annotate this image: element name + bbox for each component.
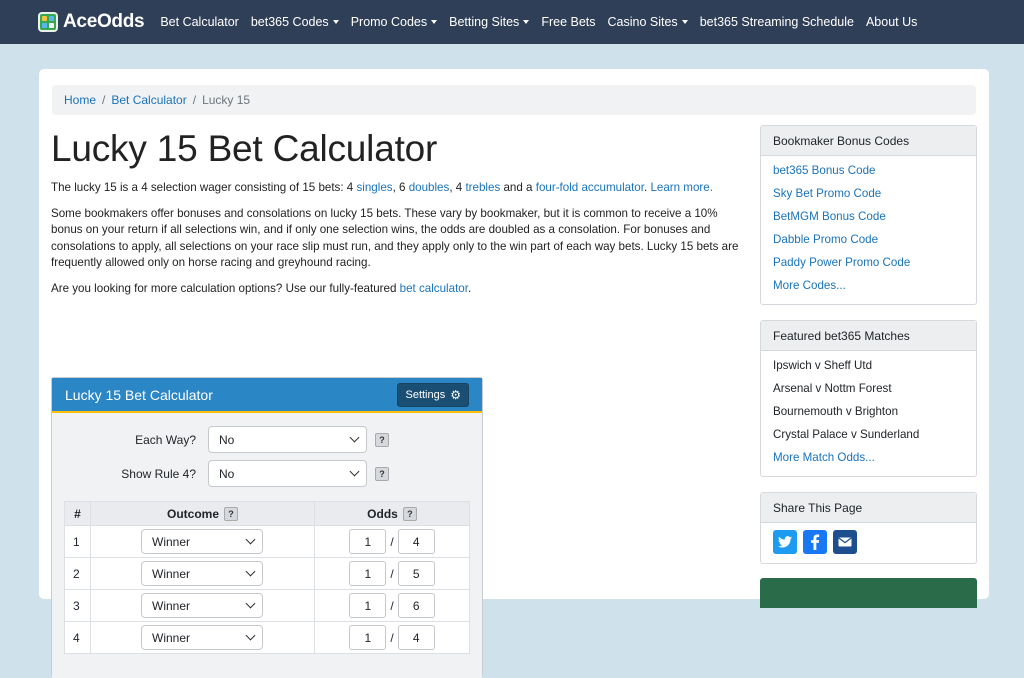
nav-item-label: bet365 Streaming Schedule	[699, 15, 854, 29]
outcome-help-icon[interactable]: ?	[224, 507, 238, 521]
caret-down-icon	[431, 20, 437, 24]
bonus-code-link[interactable]: More Codes...	[773, 279, 846, 292]
bet-calculator-link[interactable]: bet calculator	[399, 281, 468, 295]
nav-item-label: Betting Sites	[449, 15, 520, 29]
intro-text: .	[643, 181, 651, 194]
outcome-select[interactable]	[141, 529, 263, 554]
odds-slash: /	[390, 534, 394, 549]
rule4-row	[52, 460, 389, 487]
intro-text: , 6	[392, 181, 409, 194]
odds-numerator-input[interactable]: 1	[349, 593, 386, 618]
top-navbar	[0, 0, 1024, 44]
breadcrumb	[52, 85, 976, 115]
caret-down-icon	[682, 20, 688, 24]
nav-item-bet365-codes[interactable]	[245, 15, 345, 29]
brand-name: AceOdds	[63, 11, 145, 32]
calculator-body	[52, 413, 482, 678]
match-item[interactable]: Crystal Palace v Sunderland	[773, 428, 920, 441]
settings-button[interactable]	[397, 383, 469, 407]
odds-cell	[315, 622, 470, 654]
odds-cell	[315, 526, 470, 558]
envelope-icon	[838, 537, 852, 547]
facebook-share-button[interactable]	[803, 530, 827, 554]
odds-numerator-input[interactable]: 1	[349, 561, 386, 586]
outcome-value: Winner	[152, 534, 191, 549]
breadcrumb-home[interactable]: Home	[64, 93, 97, 107]
odds-cell	[315, 558, 470, 590]
nav-item-label: Bet Calculator	[160, 15, 239, 29]
rule4-select[interactable]	[208, 460, 367, 487]
odds-denominator-input[interactable]: 4	[398, 529, 435, 554]
nav-item-free-bets[interactable]	[535, 15, 601, 29]
rule4-help-icon[interactable]: ?	[375, 467, 389, 481]
more-options-end: .	[467, 281, 472, 295]
nav-item-label: Promo Codes	[350, 15, 428, 29]
outcome-select[interactable]	[141, 593, 263, 618]
breadcrumb-current: Lucky 15	[202, 93, 251, 107]
each-way-value: No	[219, 432, 235, 447]
bonus-code-link[interactable]: bet365 Bonus Code	[773, 164, 876, 177]
odds-slash: /	[390, 566, 394, 581]
share-title: Share This Page	[761, 493, 976, 523]
more-options-paragraph	[51, 281, 741, 298]
bonus-code-link[interactable]: Paddy Power Promo Code	[773, 256, 911, 269]
breadcrumb-bet-calculator[interactable]: Bet Calculator	[111, 93, 187, 107]
calculator-header	[52, 378, 482, 413]
page-title: Lucky 15 Bet Calculator	[51, 128, 438, 169]
col-outcome-header	[91, 502, 315, 526]
singles-link[interactable]: singles	[356, 181, 393, 194]
outcome-select[interactable]	[141, 625, 263, 650]
outcome-value: Winner	[152, 630, 191, 645]
chevron-down-icon	[246, 599, 256, 609]
nav-item-bet365-streaming-schedule[interactable]	[694, 15, 860, 29]
chevron-down-icon	[246, 567, 256, 577]
table-row	[65, 526, 470, 558]
outcome-value: Winner	[152, 566, 191, 581]
main-column	[51, 125, 741, 645]
each-way-label: Each Way?	[135, 432, 196, 447]
caret-down-icon	[333, 20, 339, 24]
learn-more-link[interactable]: Learn more.	[650, 181, 713, 194]
table-row	[65, 622, 470, 654]
table-row	[65, 558, 470, 590]
settings-label: Settings	[405, 388, 446, 401]
row-number: 2	[65, 558, 91, 590]
each-way-select[interactable]	[208, 426, 367, 453]
nav-item-bet-calculator[interactable]	[154, 15, 245, 29]
outcome-select[interactable]	[141, 561, 263, 586]
col-num-header: #	[65, 502, 91, 526]
outcome-cell	[91, 526, 315, 558]
bonus-paragraph: Some bookmakers offer bonuses and consolations on lucky 15 bets. These vary by bookmaker, but it is common to receive a 10% bonus on your return if all selections win, and if only one selection wins, the odds are doubled as a consolation. For bonuses and consolations to apply, all selections on your race slip must run, and they apply only to the win part of each way bets. Lucky 15 bets are frequently allowed only on horse racing and greyhound racing.	[51, 206, 739, 269]
outcome-value: Winner	[152, 598, 191, 613]
calculator-title: Lucky 15 Bet Calculator	[65, 386, 213, 403]
breadcrumb-separator: /	[102, 93, 106, 107]
share-card	[760, 492, 977, 564]
twitter-icon	[778, 536, 792, 548]
chevron-down-icon	[246, 631, 256, 641]
col-odds-header	[315, 502, 470, 526]
chevron-down-icon	[350, 433, 360, 443]
caret-down-icon	[523, 20, 529, 24]
selections-table	[64, 501, 470, 654]
row-number: 3	[65, 590, 91, 622]
page-content	[39, 69, 989, 645]
bonus-code-link[interactable]: BetMGM Bonus Code	[773, 210, 886, 223]
more-options-text: Are you looking for more calculation options? Use our fully-featured	[51, 281, 400, 295]
outcome-header-label: Outcome	[166, 506, 219, 521]
odds-slash: /	[390, 598, 394, 613]
odds-numerator-input[interactable]: 1	[349, 529, 386, 554]
sidebar-promo-card	[760, 578, 977, 608]
doubles-link[interactable]: doubles	[408, 181, 450, 194]
breadcrumb-separator: /	[192, 93, 197, 107]
nav-item-label: Free Bets	[541, 15, 596, 29]
featured-matches-card	[760, 320, 977, 477]
nav-item-promo-codes[interactable]	[345, 15, 443, 29]
match-item[interactable]: Ipswich v Sheff Utd	[773, 359, 873, 372]
bonus-codes-card	[760, 125, 977, 305]
outcome-cell	[91, 622, 315, 654]
lucky15-calculator	[51, 377, 483, 677]
odds-denominator-input[interactable]: 5	[398, 561, 435, 586]
odds-denominator-input[interactable]: 6	[398, 593, 435, 618]
bonus-code-link[interactable]: Sky Bet Promo Code	[773, 187, 882, 200]
chevron-down-icon	[246, 535, 256, 545]
odds-header-label: Odds	[367, 506, 398, 521]
odds-slash: /	[390, 630, 394, 645]
each-way-help-icon[interactable]: ?	[375, 433, 389, 447]
match-item[interactable]: Arsenal v Nottm Forest	[773, 382, 892, 395]
nav-item-label: Casino Sites	[607, 15, 678, 29]
odds-cell	[315, 590, 470, 622]
trebles-link[interactable]: trebles	[465, 181, 501, 194]
rule4-label: Show Rule 4?	[121, 466, 196, 481]
intro-text: and a	[500, 181, 536, 194]
nav-item-betting-sites[interactable]	[443, 15, 535, 29]
nav-item-label: About Us	[865, 15, 918, 29]
nav-item-label: bet365 Codes	[250, 15, 329, 29]
row-number: 1	[65, 526, 91, 558]
each-way-row	[52, 426, 389, 453]
share-buttons	[761, 523, 976, 563]
nav-item-about-us[interactable]	[860, 15, 923, 29]
nav-item-casino-sites[interactable]	[602, 15, 694, 29]
rule4-value: No	[219, 466, 235, 481]
row-number: 4	[65, 622, 91, 654]
intro-text: , 4	[449, 181, 466, 194]
match-item[interactable]: Bournemouth v Brighton	[773, 405, 899, 418]
odds-numerator-input[interactable]: 1	[349, 625, 386, 650]
email-share-button[interactable]	[833, 530, 857, 554]
bonus-codes-title: Bookmaker Bonus Codes	[761, 126, 976, 156]
more-match-odds-link[interactable]: More Match Odds...	[773, 451, 875, 464]
outcome-cell	[91, 590, 315, 622]
featured-matches-title: Featured bet365 Matches	[761, 321, 976, 351]
outcome-cell	[91, 558, 315, 590]
intro-paragraph	[51, 180, 741, 197]
table-row	[65, 590, 470, 622]
odds-denominator-input[interactable]: 4	[398, 625, 435, 650]
intro-text: The lucky 15 is a 4 selection wager consisting of 15 bets: 4	[51, 181, 357, 194]
table-header-row	[65, 502, 470, 526]
bonus-code-link[interactable]: Dabble Promo Code	[773, 233, 879, 246]
odds-help-icon[interactable]: ?	[403, 507, 417, 521]
gear-icon: ⚙	[450, 387, 461, 402]
chevron-down-icon	[350, 467, 360, 477]
facebook-icon	[810, 534, 820, 550]
fourfold-link[interactable]: four-fold accumulator	[535, 181, 644, 194]
brand-logo-link[interactable]	[38, 11, 144, 33]
twitter-share-button[interactable]	[773, 530, 797, 554]
logo-icon	[38, 12, 58, 32]
